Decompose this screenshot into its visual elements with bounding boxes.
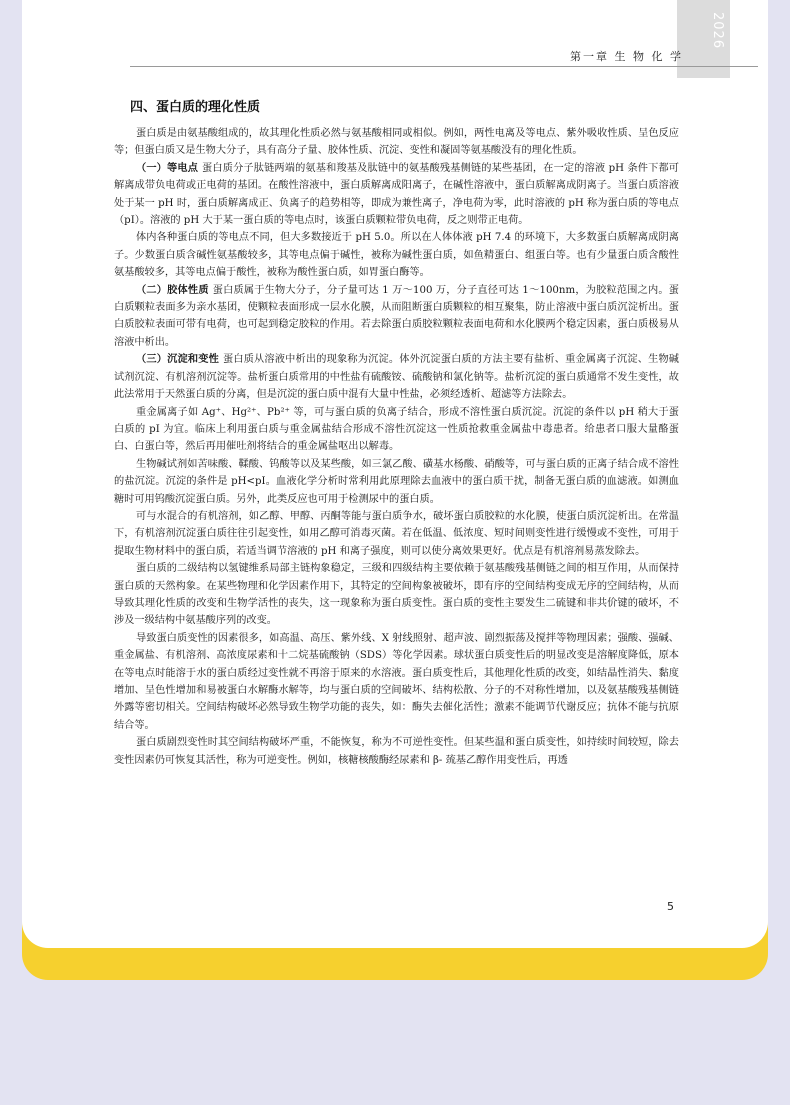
precipitation-paragraph-7: 蛋白质剧烈变性时其空间结构破坏严重，不能恢复，称为不可逆性变性。但某些温和蛋白质变性，如持续时间较短，除去变性因素仍可恢复其活性，称为可逆变性。例如，核糖核酸酶经尿素和 β- 巯基乙醇作用变性后，再透 xyxy=(114,737,679,766)
chapter-title: 第一章 生 物 化 学 xyxy=(570,50,683,63)
page-number: 5 xyxy=(667,900,674,913)
precipitation-paragraph-3: 生物碱试剂如苦味酸、鞣酸、钨酸等以及某些酸，如三氯乙酸、磺基水杨酸、硝酸等，可与蛋白质的正离子结合成不溶性的盐沉淀。沉淀的条件是 pH<pI。血液化学分析时常利用此原理除去血液中的蛋白质干扰，制备无蛋白质的血滤液。如测血糖时可用钨酸沉淀蛋白质。另外，此类反应也可用于检测尿中的蛋白质。 xyxy=(114,458,679,505)
precipitation-paragraph-4: 可与水混合的有机溶剂，如乙醇、甲醇、丙酮等能与蛋白质争水，破坏蛋白质胶粒的水化膜，使蛋白质沉淀析出。在常温下，有机溶剂沉淀蛋白质往往引起变性，如用乙醇可消毒灭菌。若在低温、低浓度、短时间则变性进行缓慢或不变性，可用于提取生物材料中的蛋白质，若适当调节溶液的 pH 和离子强度，则可以使分离效果更好。优点是有机溶剂易蒸发除去。 xyxy=(114,510,679,557)
section-title: 四、蛋白质的理化性质 xyxy=(130,100,261,115)
subheading-isoelectric: （一）等电点 xyxy=(136,162,199,174)
isoelectric-paragraph-1 xyxy=(114,160,679,230)
subheading-precipitation: （三）沉淀和变性 xyxy=(136,354,219,366)
page-content xyxy=(114,96,679,769)
book-page xyxy=(22,0,768,948)
precipitation-paragraph-6: 导致蛋白质变性的因素很多，如高温、高压、紫外线、X 射线照射、超声波、剧烈振荡及搅拌等物理因素；强酸、强碱、重金属盐、有机溶剂、高浓度尿素和十二烷基硫酸钠（SDS）等化学因素。球状蛋白质变性后的明显改变是溶解度降低，原本在等电点时能溶于水的蛋白质经过变性就不再溶于原来的水溶液。蛋白质变性后，其他理化性质的改变，如结晶性消失、黏度增加、呈色性增加和易被蛋白水解酶水解等，均与蛋白质的空间破坏、结构松散、分子的不对称性增加，以及氨基酸残基侧链外露等密切相关。空间结构破坏必然导致生物学功能的丧失，如：酶失去催化活性；激素不能调节代谢反应；抗体不能与抗原结合等。 xyxy=(114,632,679,731)
isoelectric-text-1: 蛋白质分子肽链两端的氨基和羧基及肽链中的氨基酸残基侧链的某些基团，在一定的溶液 pH 条件下都可解离成带负电荷或正电荷的基团。在酸性溶液中，蛋白质解离成阳离子，在碱性溶液中，蛋白质解离成阴离子。当蛋白质溶液处于某一 pH 时，蛋白质解离成正、负离子的趋势相等，即成为兼性离子，净电荷为零，此时溶液的 pH 称为蛋白质的等电点（pI）。溶液的 pH 大于某一蛋白质的等电点时，该蛋白质颗粒带负电荷，反之则带正电荷。 xyxy=(114,162,679,227)
year-label: 2026 xyxy=(710,12,725,50)
colloid-text-1: 蛋白质属于生物大分子，分子量可达 1 万～100 万，分子直径可达 1～100nm，为胶粒范围之内。蛋白质颗粒表面多为亲水基团，使颗粒表面形成一层水化膜，从而阻断蛋白质颗粒的相互聚集，防止溶液中蛋白质沉淀析出。蛋白质胶粒表面可带有电荷，也可起到稳定胶粒的作用。若去除蛋白质胶粒颗粒表面电荷和水化膜两个稳定因素，蛋白质极易从溶液中析出。 xyxy=(114,284,679,348)
header-divider xyxy=(130,66,758,67)
precipitation-paragraph-2: 重金属离子如 Ag⁺、Hg²⁺、Pb²⁺ 等，可与蛋白质的负离子结合，形成不溶性蛋白质沉淀。沉淀的条件以 pH 稍大于蛋白质的 pI 为宜。临床上利用蛋白质与重金属盐结合形成不溶性沉淀这一性质抢救重金属盐中毒患者。给患者口服大量酪蛋白、白蛋白等，然后再用催吐剂将结合的重金属盐呕出以解毒。 xyxy=(114,406,679,453)
precipitation-paragraph-1 xyxy=(114,351,679,403)
precipitation-paragraph-5: 蛋白质的二级结构以氢键维系局部主链构象稳定，三级和四级结构主要依赖于氨基酸残基侧链之间的相互作用，从而保持蛋白质的天然构象。在某些物理和化学因素作用下，其特定的空间构象被破坏，即有序的空间结构变成无序的空间结构，从而导致其理化性质的改变和生物学活性的丧失，这一现象称为蛋白质变性。蛋白质的变性主要发生二硫键和非共价键的破坏，不涉及一级结构中氨基酸序列的改变。 xyxy=(114,563,679,627)
colloid-paragraph-1 xyxy=(114,282,679,352)
intro-paragraph: 蛋白质是由氨基酸组成的，故其理化性质必然与氨基酸相同或相似。例如，两性电离及等电点、紫外吸收性质、呈色反应等；但蛋白质又是生物大分子，具有高分子量、胶体性质、沉淀、变性和凝固等氨基酸没有的理化性质。 xyxy=(114,128,679,157)
precipitation-text-1: 蛋白质从溶液中析出的现象称为沉淀。体外沉淀蛋白质的方法主要有盐析、重金属离子沉淀、生物碱试剂沉淀、有机溶剂沉淀等。盐析蛋白质常用的中性盐有硫酸铵、硫酸钠和氯化钠等。盐析沉淀的蛋白质通常不发生变性，故此法常用于天然蛋白质的分离，但是沉淀的蛋白质中混有大量中性盐，必须经透析、超滤等方法除去。 xyxy=(114,354,679,401)
isoelectric-paragraph-2: 体内各种蛋白质的等电点不同，但大多数接近于 pH 5.0。所以在人体体液 pH 7.4 的环境下，大多数蛋白质解离成阴离子。少数蛋白质含碱性氨基酸较多，其等电点偏于碱性，被称为碱性蛋白质，如鱼精蛋白、组蛋白等。也有少量蛋白质含酸性氨基酸较多，其等电点偏于酸性，被称为酸性蛋白质，如胃蛋白酶等。 xyxy=(114,232,679,279)
subheading-colloid: （二）胶体性质 xyxy=(136,284,209,296)
